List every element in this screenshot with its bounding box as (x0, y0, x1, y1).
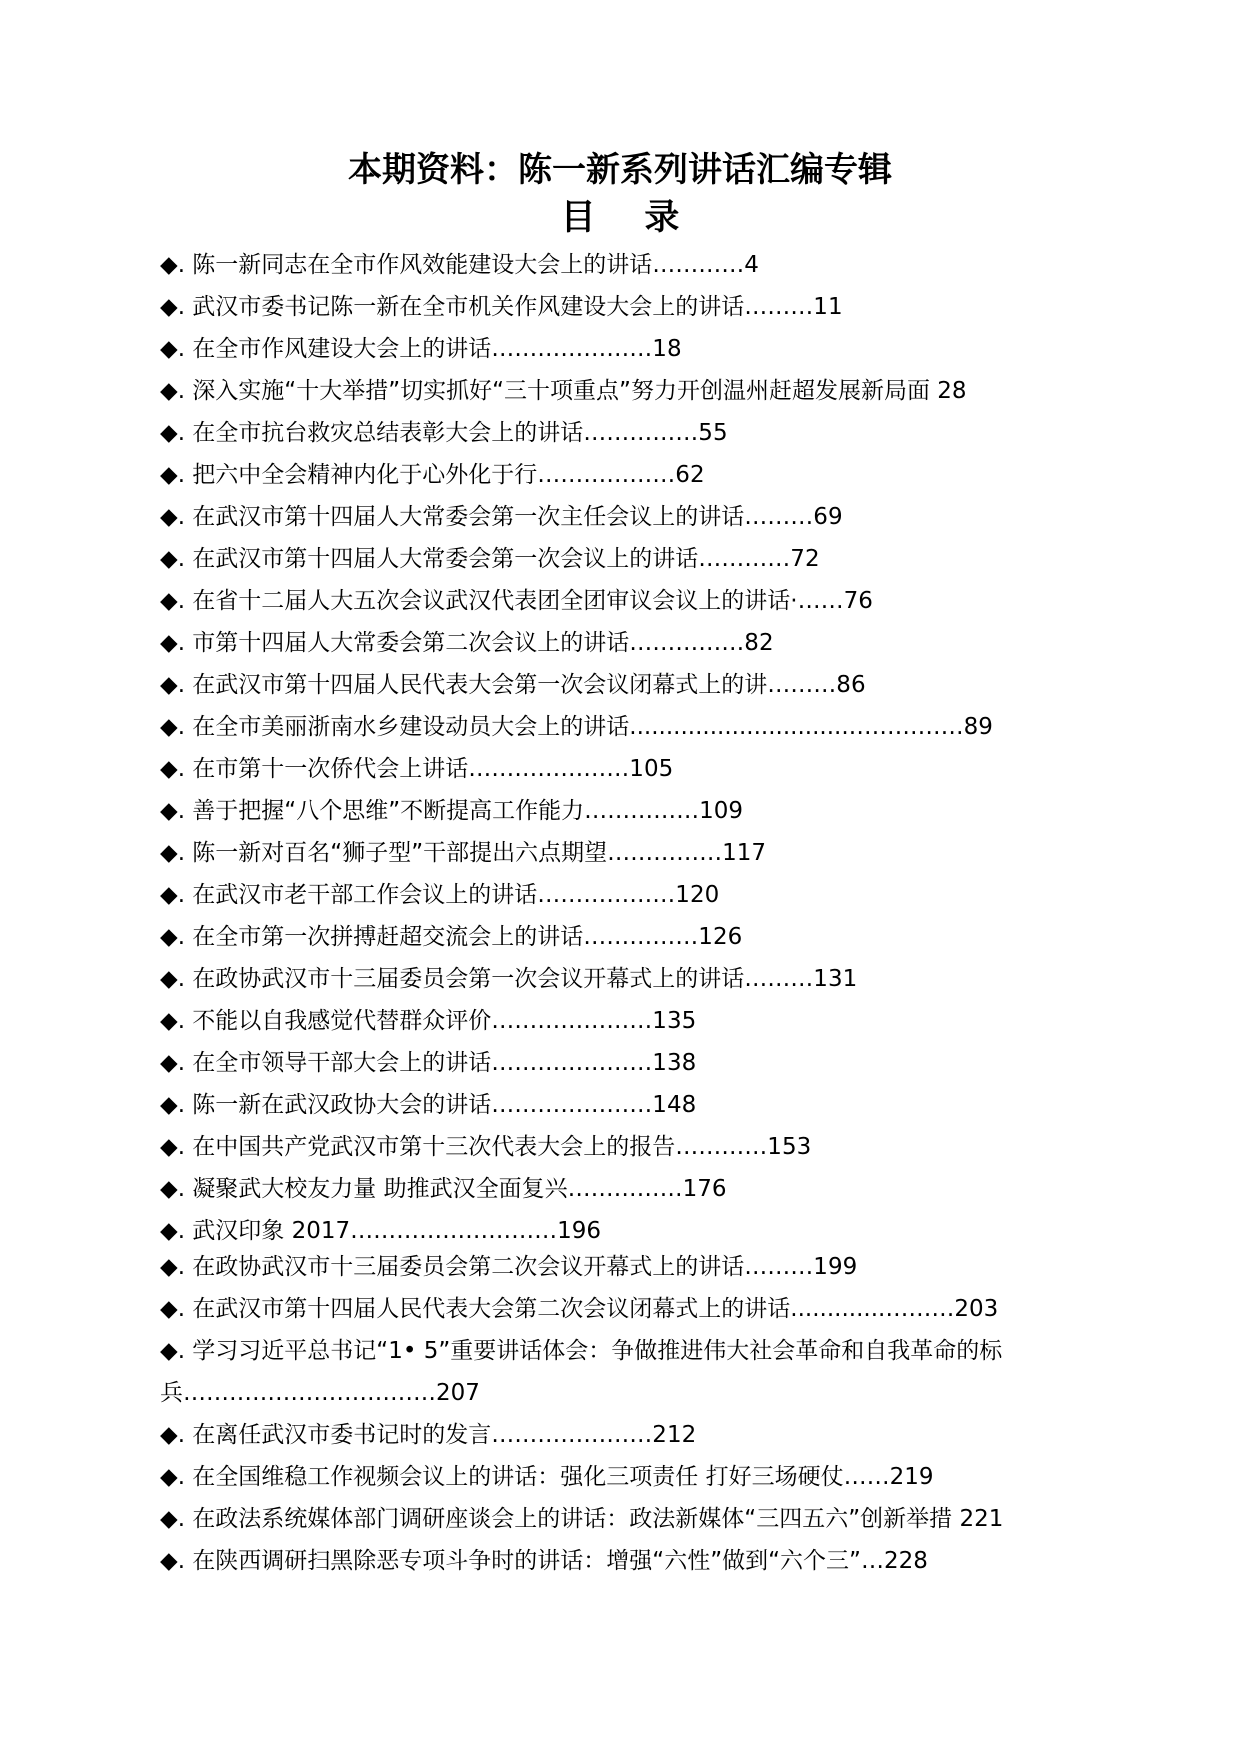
toc-entry (160, 1456, 1060, 1498)
toc-entry-text: 在全国维稳工作视频会议上的讲话：强化三项责任 打好三场硬仗……219 (185, 1464, 934, 1490)
toc-entry (160, 412, 1060, 454)
toc-entry (160, 1000, 1060, 1042)
diamond-bullet-icon: ◆. (160, 714, 185, 740)
diamond-bullet-icon: ◆. (160, 1134, 185, 1160)
diamond-bullet-icon: ◆. (160, 1008, 185, 1034)
toc-entry-text: 深入实施“十大举措”切实抓好“三十项重点”努力开创温州赶超发展新局面 28 (185, 378, 967, 404)
toc-entry (160, 832, 1060, 874)
toc-entry (160, 1126, 1060, 1168)
toc-entry-text: 在武汉市第十四届人民代表大会第二次会议闭幕式上的讲话.............………203 (185, 1296, 999, 1322)
toc-entry-text: 在全市抗台救灾总结表彰大会上的讲话……………55 (185, 420, 728, 446)
toc-entry (160, 328, 1060, 370)
toc-entry (160, 748, 1060, 790)
diamond-bullet-icon: ◆. (160, 294, 185, 320)
diamond-bullet-icon: ◆. (160, 1050, 185, 1076)
toc-entry-text: 在武汉市第十四届人大常委会第一次主任会议上的讲话………69 (185, 504, 843, 530)
toc-entry (160, 1498, 1060, 1540)
toc-entry-text: 在市第十一次侨代会上讲话…………………105 (185, 756, 674, 782)
toc-entry (160, 1288, 1060, 1330)
toc-entry (160, 1246, 1060, 1288)
diamond-bullet-icon: ◆. (160, 966, 185, 992)
toc-entry (160, 538, 1060, 580)
diamond-bullet-icon: ◆. (160, 798, 185, 824)
toc-entry (160, 790, 1060, 832)
toc-entry-text: 在全市作风建设大会上的讲话…………………18 (185, 336, 682, 362)
diamond-bullet-icon: ◆. (160, 1422, 185, 1448)
toc-entry-text: 在中国共产党武汉市第十三次代表大会上的报告…………153 (185, 1134, 812, 1160)
toc-entry-text: 在政法系统媒体部门调研座谈会上的讲话：政法新媒体“三四五六”创新举措 221 (185, 1506, 1004, 1532)
toc-entry-text: 在离任武汉市委书记时的发言…………………212 (185, 1422, 697, 1448)
diamond-bullet-icon: ◆. (160, 252, 185, 278)
diamond-bullet-icon: ◆. (160, 1338, 185, 1364)
diamond-bullet-icon: ◆. (160, 1296, 185, 1322)
diamond-bullet-icon: ◆. (160, 672, 185, 698)
diamond-bullet-icon: ◆. (160, 630, 185, 656)
toc-entry-text: 武汉印象 2017………………………196 (185, 1218, 602, 1244)
toc-entry-text: 在全市第一次拼搏赶超交流会上的讲话……………126 (185, 924, 743, 950)
diamond-bullet-icon: ◆. (160, 1548, 185, 1574)
toc-entry-text: 在武汉市老干部工作会议上的讲话………………120 (185, 882, 720, 908)
toc-entry (160, 244, 1060, 286)
diamond-bullet-icon: ◆. (160, 546, 185, 572)
toc-entry (160, 622, 1060, 664)
toc-entry-text: 在全市美丽浙南水乡建设动员大会上的讲话..............................……………89 (185, 714, 993, 740)
toc-entry-text: 在全市领导干部大会上的讲话…………………138 (185, 1050, 697, 1076)
toc-entry (160, 1168, 1060, 1210)
toc-entry-text: 在政协武汉市十三届委员会第一次会议开幕式上的讲话………131 (185, 966, 858, 992)
toc-entry-text: 凝聚武大校友力量 助推武汉全面复兴……………176 (185, 1176, 727, 1202)
diamond-bullet-icon: ◆. (160, 504, 185, 530)
toc-entry-text: 不能以自我感觉代替群众评价…………………135 (185, 1008, 697, 1034)
toc-entry-text: 陈一新同志在全市作风效能建设大会上的讲话…………4 (185, 252, 759, 278)
document-title: 本期资料：陈一新系列讲话汇编专辑 (348, 150, 892, 190)
diamond-bullet-icon: ◆. (160, 1176, 185, 1202)
diamond-bullet-icon: ◆. (160, 336, 185, 362)
toc-entry-text: 学习习近平总书记“1• 5”重要讲话体会：争做推进伟大社会革命和自我革命的标兵……………………………207 (160, 1338, 1003, 1406)
toc-entry-text: 善于把握“八个思维”不断提高工作能力……………109 (185, 798, 744, 824)
diamond-bullet-icon: ◆. (160, 756, 185, 782)
toc-entry (160, 1414, 1060, 1456)
diamond-bullet-icon: ◆. (160, 462, 185, 488)
diamond-bullet-icon: ◆. (160, 378, 185, 404)
toc-entry-text: 市第十四届人大常委会第二次会议上的讲话……………82 (185, 630, 774, 656)
toc-entry-text: 在陕西调研扫黑除恶专项斗争时的讲话：增强“六性”做到“六个三”…228 (185, 1548, 928, 1574)
diamond-bullet-icon: ◆. (160, 420, 185, 446)
toc-entry-text: 陈一新在武汉政协大会的讲话…………………148 (185, 1092, 697, 1118)
toc-entry-text: 在武汉市第十四届人民代表大会第一次会议闭幕式上的讲………86 (185, 672, 866, 698)
toc-entry (160, 1042, 1060, 1084)
diamond-bullet-icon: ◆. (160, 588, 185, 614)
diamond-bullet-icon: ◆. (160, 924, 185, 950)
toc-entry-text: 陈一新对百名“狮子型”干部提出六点期望……………117 (185, 840, 767, 866)
toc-entry (160, 580, 1060, 622)
toc-entry-text: 把六中全会精神内化于心外化于行………………62 (185, 462, 705, 488)
toc-entry (160, 874, 1060, 916)
toc-entry (160, 958, 1060, 1000)
toc-entry-text: 在省十二届人大五次会议武汉代表团全团审议会议上的讲话·……76 (185, 588, 873, 614)
toc-entry-text: 武汉市委书记陈一新在全市机关作风建设大会上的讲话………11 (185, 294, 843, 320)
toc-entry (160, 1540, 1060, 1582)
toc-entry (160, 1084, 1060, 1126)
toc-entry (160, 916, 1060, 958)
diamond-bullet-icon: ◆. (160, 1254, 185, 1280)
diamond-bullet-icon: ◆. (160, 840, 185, 866)
diamond-bullet-icon: ◆. (160, 882, 185, 908)
toc-entry (160, 454, 1060, 496)
diamond-bullet-icon: ◆. (160, 1218, 185, 1244)
toc-entry (160, 664, 1060, 706)
toc-entry (160, 496, 1060, 538)
diamond-bullet-icon: ◆. (160, 1506, 185, 1532)
toc-entry (160, 370, 1060, 412)
toc-entry (160, 706, 1060, 748)
toc-entry (160, 286, 1060, 328)
toc-entry-text: 在武汉市第十四届人大常委会第一次会议上的讲话…………72 (185, 546, 820, 572)
diamond-bullet-icon: ◆. (160, 1464, 185, 1490)
toc-heading: 目 录 (560, 198, 680, 238)
toc-entry-text: 在政协武汉市十三届委员会第二次会议开幕式上的讲话………199 (185, 1254, 858, 1280)
toc-entry (160, 1330, 1060, 1414)
diamond-bullet-icon: ◆. (160, 1092, 185, 1118)
